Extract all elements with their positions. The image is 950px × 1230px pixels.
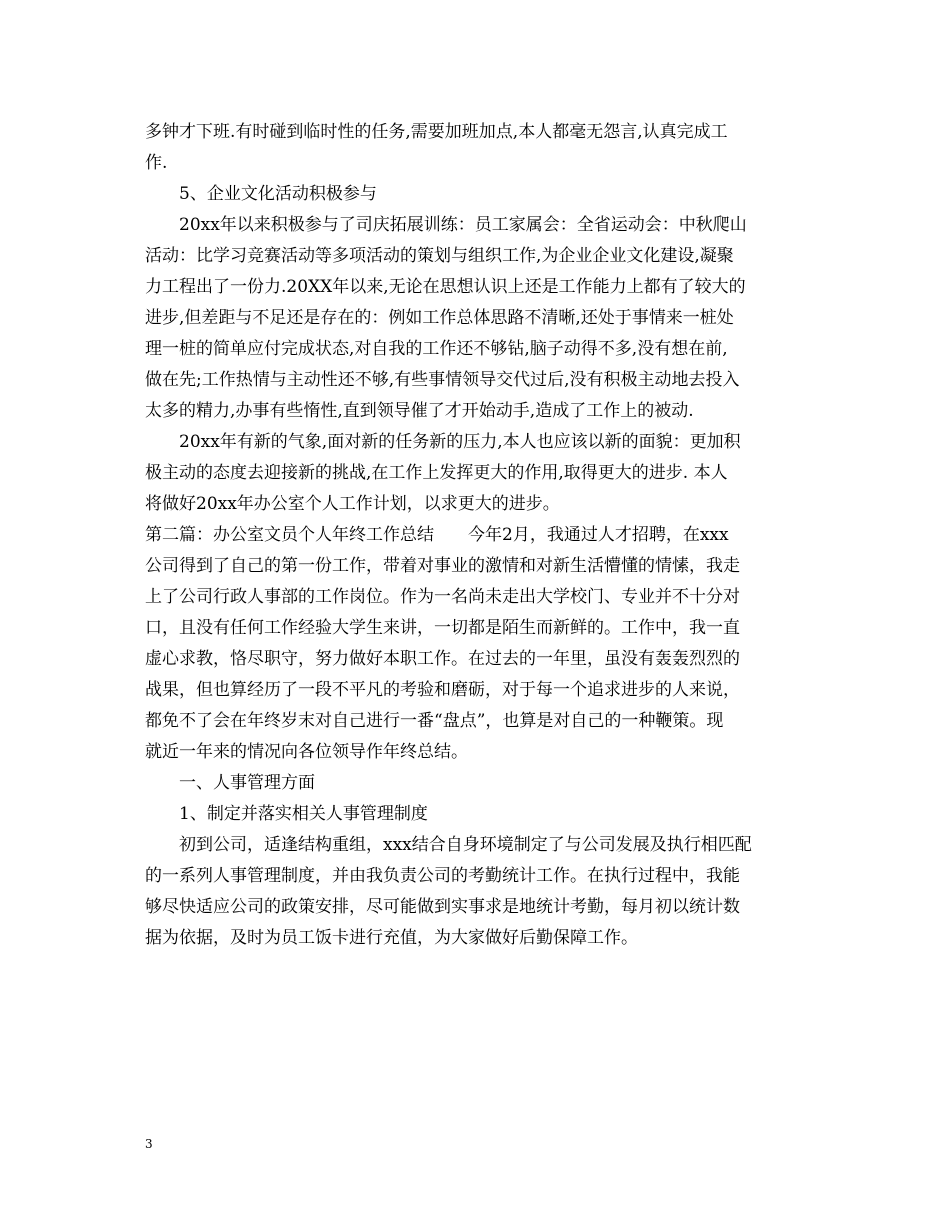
text-line: 战果，但也算经历了一段不平凡的考验和磨砺，对于每一个追求进步的人来说， [145,680,740,700]
text-line: 将做好20xx年办公室个人工作计划，以求更大的进步。 [145,494,560,514]
text-line: 进步,但差距与不足还是存在的：例如工作总体思路不清晰,还处于事情来一桩处 [145,308,734,328]
text-line: 做在先;工作热情与主动性还不够,有些事情领导交代过后,没有积极主动地去投入 [145,370,740,390]
text-line: 1、制定并落实相关人事管理制度 [179,804,428,824]
text-line: 口，且没有任何工作经验大学生来讲，一切都是陌生而新鲜的。工作中，我一直 [145,618,740,638]
text-line: 虚心求教，恪尽职守，努力做好本职工作。在过去的一年里，虽没有轰轰烈烈的 [145,649,740,669]
text-line: 公司得到了自己的第一份工作，带着对事业的激情和对新生活懵懂的情愫，我走 [145,556,740,576]
document-body [145,117,810,954]
text-line: 上了公司行政人事部的工作岗位。作为一名尚未走出大学校门、专业并不十分对 [145,587,740,607]
text-line: 作. [145,153,168,173]
text-line: 第二篇：办公室文员个人年终工作总结 今年2月，我通过人才招聘，在xxx [145,525,729,545]
text-line: 够尽快适应公司的政策安排，尽可能做到实事求是地统计考勤，每月初以统计数 [145,897,740,917]
text-line: 20xx年有新的气象,面对新的任务新的压力,本人也应该以新的面貌：更加积 [179,432,741,452]
text-line: 初到公司，适逢结构重组，xxx结合自身环境制定了与公司发展及执行相匹配 [179,835,752,855]
text-line: 都免不了会在年终岁末对自己进行一番“盘点”，也算是对自己的一种鞭策。现 [145,711,724,731]
text-line: 极主动的态度去迎接新的挑战,在工作上发挥更大的作用,取得更大的进步. 本人 [145,463,728,483]
text-line: 20xx年以来积极参与了司庆拓展训练：员工家属会：全省运动会：中秋爬山 [179,215,747,235]
page-number: 3 [145,1137,153,1151]
text-line: 一、人事管理方面 [179,773,315,793]
text-line: 活动：比学习竞赛活动等多项活动的策划与组织工作,为企业企业文化建设,凝聚 [145,246,734,266]
text-line: 的一系列人事管理制度，并由我负责公司的考勤统计工作。在执行过程中，我能 [145,866,740,886]
text-line: 5、企业文化活动积极参与 [179,184,377,204]
text-line: 多钟才下班.有时碰到临时性的任务,需要加班加点,本人都毫无怨言,认真完成工 [145,122,728,142]
text-line: 力工程出了一份力.20XX年以来,无论在思想认识上还是工作能力上都有了较大的 [145,277,746,297]
text-line: 太多的精力,办事有些惰性,直到领导催了才开始动手,造成了工作上的被动. [145,401,694,421]
text-line: 据为依据，及时为员工饭卡进行充值，为大家做好后勤保障工作。 [145,928,638,948]
text-line: 就近一年来的情况向各位领导作年终总结。 [145,742,468,762]
text-line: 理一桩的简单应付完成状态,对自我的工作还不够钻,脑子动得不多,没有想在前, [145,339,728,359]
